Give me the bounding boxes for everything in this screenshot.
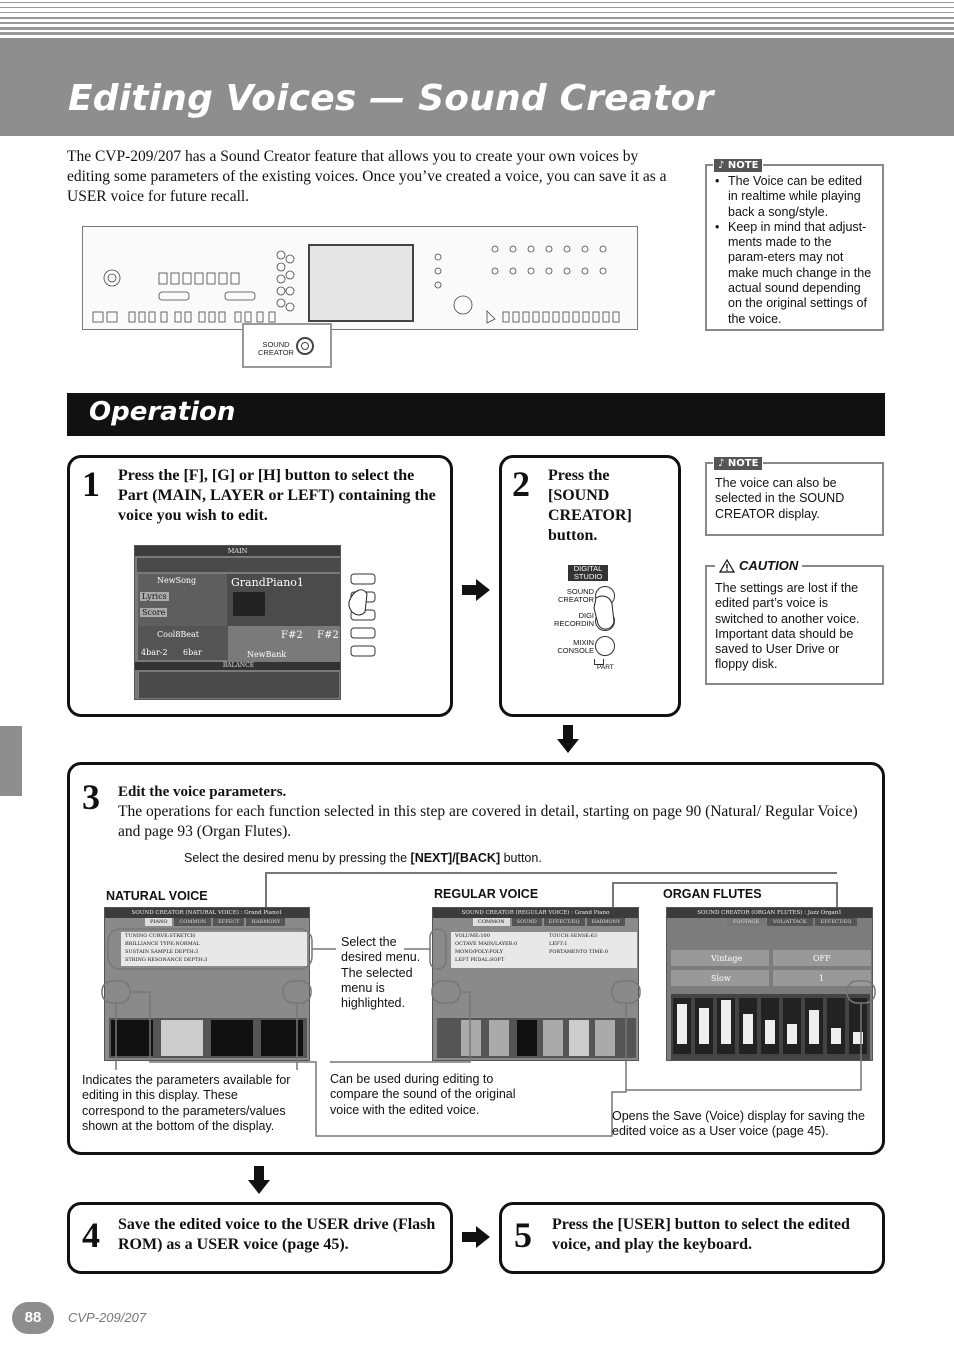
- arrow-down-icon: [557, 725, 579, 753]
- model-name: CVP-209/207: [68, 1310, 147, 1325]
- tab-footage[interactable]: FOOTAGE: [727, 918, 765, 926]
- header-stripes: [0, 0, 954, 34]
- lcd-title: SOUND CREATOR (REGULAR VOICE) : Grand Piano: [433, 908, 638, 918]
- arrow-right-icon: [462, 579, 490, 601]
- connector-line: [265, 872, 267, 910]
- natural-voice-display: [104, 907, 310, 1061]
- split-point-a: F#2: [281, 630, 303, 641]
- part-label: PART: [597, 664, 614, 671]
- arrow-down-icon: [248, 1166, 270, 1194]
- tab-piano[interactable]: PIANO: [145, 918, 172, 926]
- parameter-list: [121, 932, 307, 966]
- page-title: Editing Voices — Sound Creator: [68, 78, 714, 119]
- creator-label: CREATOR: [258, 348, 294, 357]
- main-display-illustration: [134, 545, 341, 700]
- list-item[interactable]: OCTAVE MAIN/LAYER:0: [455, 941, 518, 947]
- tab-common[interactable]: COMMON: [473, 918, 510, 926]
- parameter-list: [451, 932, 637, 968]
- list-item[interactable]: TUNING CURVE:STRETCH: [125, 933, 196, 939]
- tab-effect-eq[interactable]: EFFECT/EQ: [815, 918, 858, 926]
- caution-box: [705, 558, 884, 685]
- score-button[interactable]: Score: [142, 608, 166, 617]
- sound-creator-callout: [242, 323, 332, 368]
- list-item[interactable]: PORTAMENTO TIME:0: [549, 949, 608, 955]
- connector-line: [612, 882, 837, 884]
- rotary-value: OFF: [813, 954, 831, 963]
- organ-type-value: Vintage: [711, 954, 743, 963]
- note-box-1: [705, 160, 884, 331]
- pointing-hand-icon: [592, 594, 618, 634]
- lcd-title: MAIN: [135, 546, 340, 556]
- step-4-box: [67, 1202, 453, 1274]
- warning-icon: [719, 559, 735, 573]
- voice-name: GrandPiano1: [231, 576, 304, 589]
- drawbar-sliders-graphic: [671, 994, 870, 1060]
- note-tag: ♪ NOTE: [713, 158, 763, 173]
- note-tag: ♪ NOTE: [713, 456, 763, 471]
- connector-line: [836, 882, 838, 908]
- panel-lcd-screen: [308, 244, 414, 322]
- step-number: 4: [82, 1215, 100, 1255]
- section-bar: [67, 393, 885, 436]
- lcd-title: SOUND CREATOR (ORGAN FLUTES) : Jazz Organ1: [667, 908, 872, 918]
- compare-note: Can be used during editing to compare the sound of the original voice with the edited voice.: [330, 1072, 516, 1117]
- step-2-box: [499, 455, 681, 717]
- digital-studio-label: DIGITAL STUDIO: [568, 565, 608, 581]
- intro-value: 4bar-2: [141, 648, 168, 657]
- natural-voice-label: NATURAL VOICE: [106, 889, 208, 903]
- step-1-box: [67, 455, 453, 717]
- menu-hint: Select the desired menu by pressing the [NEXT]/[BACK] button.: [184, 851, 542, 865]
- title-band: [0, 38, 954, 136]
- ending-value: 6bar: [183, 648, 202, 657]
- organ-flutes-display: [666, 907, 873, 1061]
- step-number: 1: [82, 464, 100, 504]
- depth-value: 1: [819, 974, 825, 983]
- list-item[interactable]: LEFT:1: [549, 941, 568, 947]
- bank-name: NewBank: [247, 650, 287, 659]
- connector-line: [612, 882, 614, 908]
- caution-text: The settings are lost if the edited part’s voice is switched to another voice. Important data should be saved to User Drive or floppy disk.: [715, 581, 860, 672]
- tab-common[interactable]: COMMON: [174, 918, 211, 926]
- sound-creator-label: SOUND CREATOR: [558, 587, 594, 604]
- step-3-heading: Edit the voice parameters.: [118, 784, 287, 800]
- list-item[interactable]: MONO/POLY:POLY: [455, 949, 503, 955]
- parameters-note: Indicates the parameters available for editing in this display. These correspond to the parameters/values shown at the bottom of the display.: [82, 1073, 291, 1133]
- step-3-body: The operations for each function selected in this step are covered in detail, starting on page 90 (Natural/ Regular Voice) and page 93 (Organ Flutes).: [118, 803, 858, 840]
- list-item[interactable]: TOUCH SENSE:63: [549, 933, 597, 939]
- section-title: Operation: [89, 397, 236, 427]
- style-name: Cool8Beat: [157, 630, 199, 639]
- page-number: 88: [12, 1302, 54, 1334]
- lcd-title: SOUND CREATOR (NATURAL VOICE) : Grand Piano1: [105, 908, 309, 918]
- arrow-right-icon: [462, 1226, 490, 1248]
- tab-harmony[interactable]: HARMONY: [587, 918, 626, 926]
- organ-flutes-label: ORGAN FLUTES: [663, 887, 762, 901]
- note-item: • Keep in mind that adjust-ments made to the param-eters may not make much change in the actual sound depending on the original settings of the voice.: [715, 220, 874, 327]
- step-2-text: Press the [SOUND CREATOR] button.: [548, 467, 632, 544]
- tab-effect[interactable]: EFFECT: [213, 918, 244, 926]
- sound-creator-button[interactable]: [296, 337, 314, 355]
- step-number: 3: [82, 777, 100, 817]
- lyrics-button[interactable]: Lyrics: [142, 592, 167, 601]
- split-point-b: F#2: [317, 630, 339, 641]
- song-name: NewSong: [157, 576, 197, 585]
- list-item[interactable]: LEFT PEDAL:SOFT: [455, 957, 505, 963]
- piano-picture: [233, 592, 265, 616]
- tab-vol-attack[interactable]: VOL/ATTACK: [767, 918, 813, 926]
- note-list: [715, 174, 874, 327]
- step-5-text: Press the [USER] button to select the edited voice, and play the keyboard.: [552, 1216, 850, 1253]
- save-note: Opens the Save (Voice) display for saving the edited voice as a User voice (page 45).: [612, 1109, 865, 1139]
- note-item: • The Voice can be edited in realtime while playing back a song/style.: [715, 174, 874, 220]
- step-number: 2: [512, 464, 530, 504]
- mixing-console-label: MIXIN CONSOLE: [557, 638, 594, 655]
- regular-voice-display: [432, 907, 639, 1061]
- select-menu-note: Select the desired menu. The selected menu is highlighted.: [341, 935, 421, 1011]
- caution-tag: CAUTION: [715, 558, 802, 573]
- tab-sound[interactable]: SOUND: [512, 918, 542, 926]
- list-item[interactable]: VOLUME:100: [455, 933, 490, 939]
- note-2-text: The voice can also be selected in the SOUND CREATOR display.: [715, 476, 845, 521]
- speed-value: Slow: [711, 974, 731, 983]
- regular-voice-label: REGULAR VOICE: [434, 887, 539, 901]
- tab-harmony[interactable]: HARMONY: [246, 918, 285, 926]
- sound-label: SOUND: [262, 340, 290, 349]
- note-box-2: [705, 458, 884, 536]
- step-number: 5: [514, 1215, 532, 1255]
- side-tab: [0, 726, 22, 796]
- step-5-box: [499, 1202, 885, 1274]
- step-4-text: Save the edited voice to the USER drive (Flash ROM) as a USER voice (page 45).: [118, 1216, 436, 1253]
- list-item[interactable]: SUSTAIN SAMPLE DEPTH:3: [125, 949, 199, 955]
- mixing-console-button[interactable]: [595, 636, 615, 656]
- connector-line: [265, 872, 837, 874]
- part-buttons-graphic: [345, 572, 381, 662]
- intro-paragraph: The CVP-209/207 has a Sound Creator feature that allows you to create your own voices by editing some parameters of the existing voices. Once you’ve created a voice, you can save it as a USER voice for future recall.: [67, 148, 667, 205]
- list-item[interactable]: STRING RESONANCE DEPTH:3: [125, 957, 208, 963]
- list-item[interactable]: BRILLIANCE TYPE:NORMAL: [125, 941, 200, 947]
- balance-label: BALANCE: [222, 662, 255, 669]
- tab-effect-eq[interactable]: EFFECT/EQ: [544, 918, 585, 926]
- digital-recording-label: DIGI RECORDIN: [553, 611, 594, 628]
- step-1-text: Press the [F], [G] or [H] button to select the Part (MAIN, LAYER or LEFT) containing the voice you wish to edit.: [118, 467, 436, 524]
